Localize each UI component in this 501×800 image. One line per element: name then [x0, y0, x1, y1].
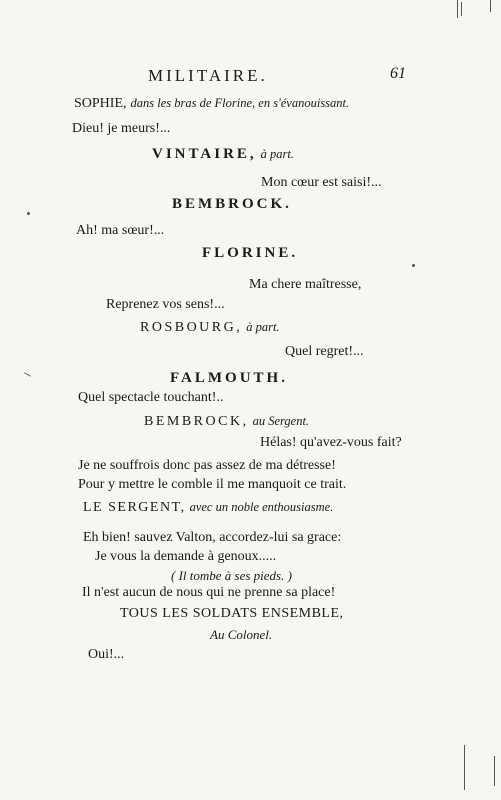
dialogue-line: Je vous la demande à genoux..... — [95, 549, 277, 564]
speaker-name: SOPHIE, — [74, 96, 127, 111]
dialogue-line: Mon cœur est saisi!... — [261, 175, 382, 190]
dialogue-line: Ma chere maîtresse, — [249, 277, 362, 292]
page-number: 61 — [390, 65, 406, 82]
dialogue-line: Il n'est aucun de nous qui ne prenne sa place! — [82, 585, 336, 600]
speaker-name: FALMOUTH. — [170, 370, 288, 386]
dialogue-line: Je ne souffrois donc pas assez de ma détresse! — [78, 458, 336, 473]
stage-direction: Au Colonel. — [210, 627, 273, 642]
scan-mark — [27, 212, 30, 215]
speaker-name: ROSBOURG, — [140, 320, 243, 335]
stage-direction: avec un noble enthousiasme. — [189, 500, 334, 514]
scan-mark — [464, 745, 465, 790]
scan-mark — [412, 264, 415, 267]
speaker-line — [74, 95, 349, 111]
stage-direction: à part. — [246, 320, 280, 334]
speaker-line — [83, 499, 333, 515]
stage-direction: ( Il tombe à ses pieds. ) — [171, 568, 292, 583]
speaker-line — [144, 413, 309, 429]
stage-direction: à part. — [260, 147, 294, 161]
dialogue-line: Hélas! qu'avez-vous fait? — [260, 435, 402, 450]
dialogue-line: Quel spectacle touchant!.. — [78, 390, 224, 405]
scan-mark — [490, 0, 491, 12]
speaker-name: LE SERGENT, — [83, 500, 186, 515]
speaker-line — [140, 319, 280, 335]
dialogue-line: Ah! ma sœur!... — [76, 223, 165, 238]
dialogue-line: Eh bien! sauvez Valton, accordez-lui sa grace: — [83, 530, 342, 545]
speaker-name: BEMBROCK. — [172, 196, 292, 212]
scan-mark — [461, 2, 462, 16]
speaker-line — [152, 146, 294, 162]
dialogue-line: Pour y mettre le comble il me manquoit ce trait. — [78, 477, 347, 492]
dialogue-line: Quel regret!... — [285, 344, 364, 359]
scan-mark — [24, 372, 31, 376]
stage-direction: dans les bras de Florine, en s'évanouissant. — [130, 96, 350, 110]
speaker-name: BEMBROCK, — [144, 414, 249, 429]
scan-mark — [457, 0, 458, 18]
scan-mark — [494, 756, 495, 786]
running-title: MILITAIRE. — [148, 66, 268, 85]
dialogue-line: Reprenez vos sens!... — [106, 297, 225, 312]
dialogue-line: Dieu! je meurs!... — [72, 121, 171, 136]
speaker-name: VINTAIRE, — [152, 146, 257, 162]
speaker-name: TOUS LES SOLDATS ENSEMBLE, — [120, 606, 344, 621]
speaker-name: FLORINE. — [202, 245, 299, 261]
dialogue-line: Oui!... — [88, 647, 125, 662]
stage-direction: au Sergent. — [252, 414, 310, 428]
